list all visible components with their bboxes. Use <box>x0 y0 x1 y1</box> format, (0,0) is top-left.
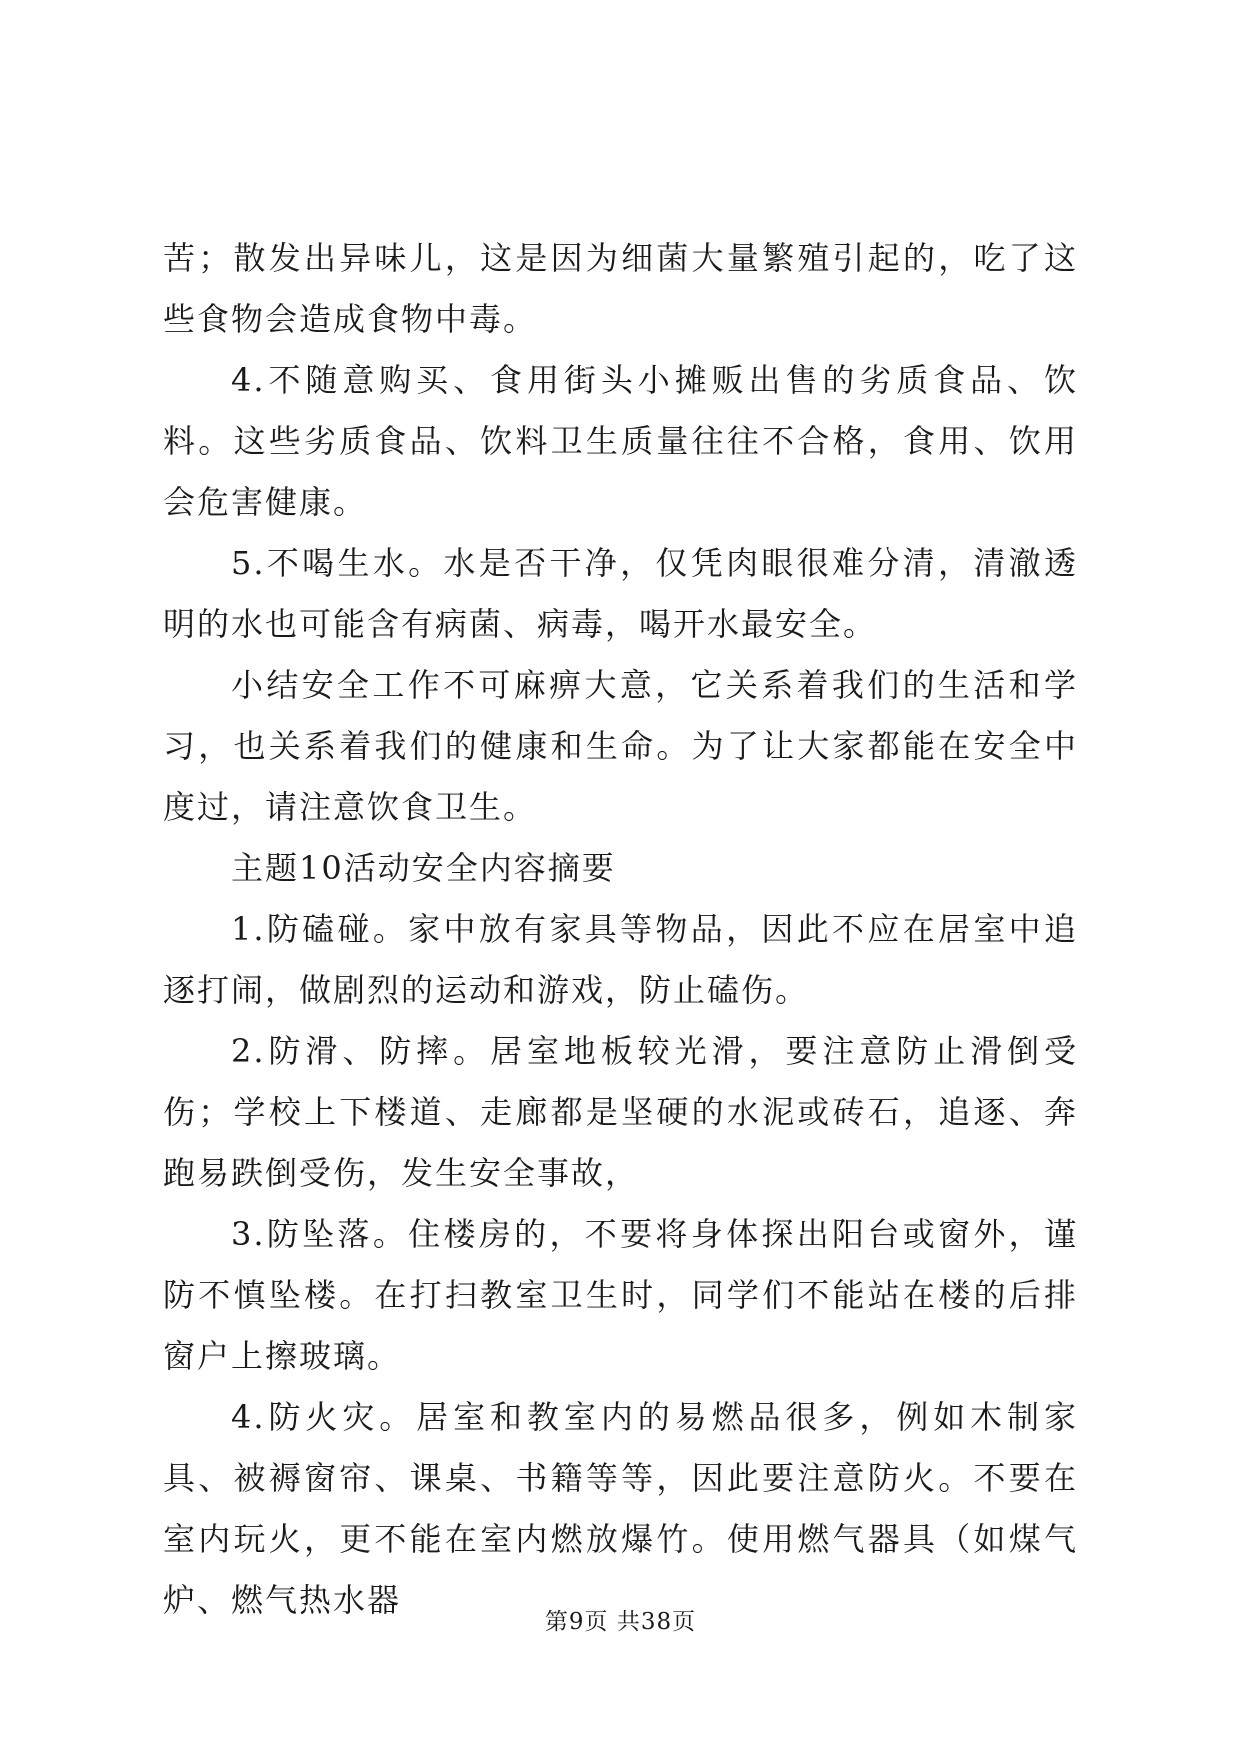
paragraph-raw-water: 5.不喝生水。水是否干净，仅凭肉眼很难分清，清澈透明的水也可能含有病菌、病毒，喝开水最安全。 <box>163 544 1078 643</box>
paragraph-prevent-slips: 2.防滑、防摔。居室地板较光滑，要注意防止滑倒受伤；学校上下楼道、走廊都是坚硬的水泥或砖石，追逐、奔跑易跌倒受伤，发生安全事故， <box>163 1032 1078 1192</box>
paragraph-summary: 小结安全工作不可麻痹大意，它关系着我们的生活和学习，也关系着我们的健康和生命。为了让大家都能在安全中度过，请注意饮食卫生。 <box>163 666 1078 826</box>
section-heading: 主题10活动安全内容摘要 <box>231 849 616 887</box>
paragraph-prevent-fire: 4.防火灾。居室和教室内的易燃品很多，例如木制家具、被褥窗帘、课桌、书籍等等，因此要注意防火。不要在室内玩火，更不能在室内燃放爆竹。使用燃气器具（如煤气炉、燃气热水器 <box>163 1398 1078 1619</box>
paragraph-food-spoilage: 苦；散发出异味儿，这是因为细菌大量繁殖引起的，吃了这些食物会造成食物中毒。 <box>163 239 1078 338</box>
paragraph-prevent-falls: 3.防坠落。住楼房的，不要将身体探出阳台或窗外，谨防不慎坠楼。在打扫教室卫生时，同学们不能站在楼的后排窗户上擦玻璃。 <box>163 1215 1078 1375</box>
document-body <box>163 228 1078 1631</box>
page-number-footer: 第9页 共38页 <box>544 1609 697 1635</box>
paragraph-street-vendors: 4.不随意购买、食用街头小摊贩出售的劣质食品、饮料。这些劣质食品、饮料卫生质量往往不合格，食用、饮用会危害健康。 <box>163 361 1078 521</box>
paragraph-prevent-bumps: 1.防磕碰。家中放有家具等物品，因此不应在居室中追逐打闹，做剧烈的运动和游戏，防止磕伤。 <box>163 910 1078 1009</box>
